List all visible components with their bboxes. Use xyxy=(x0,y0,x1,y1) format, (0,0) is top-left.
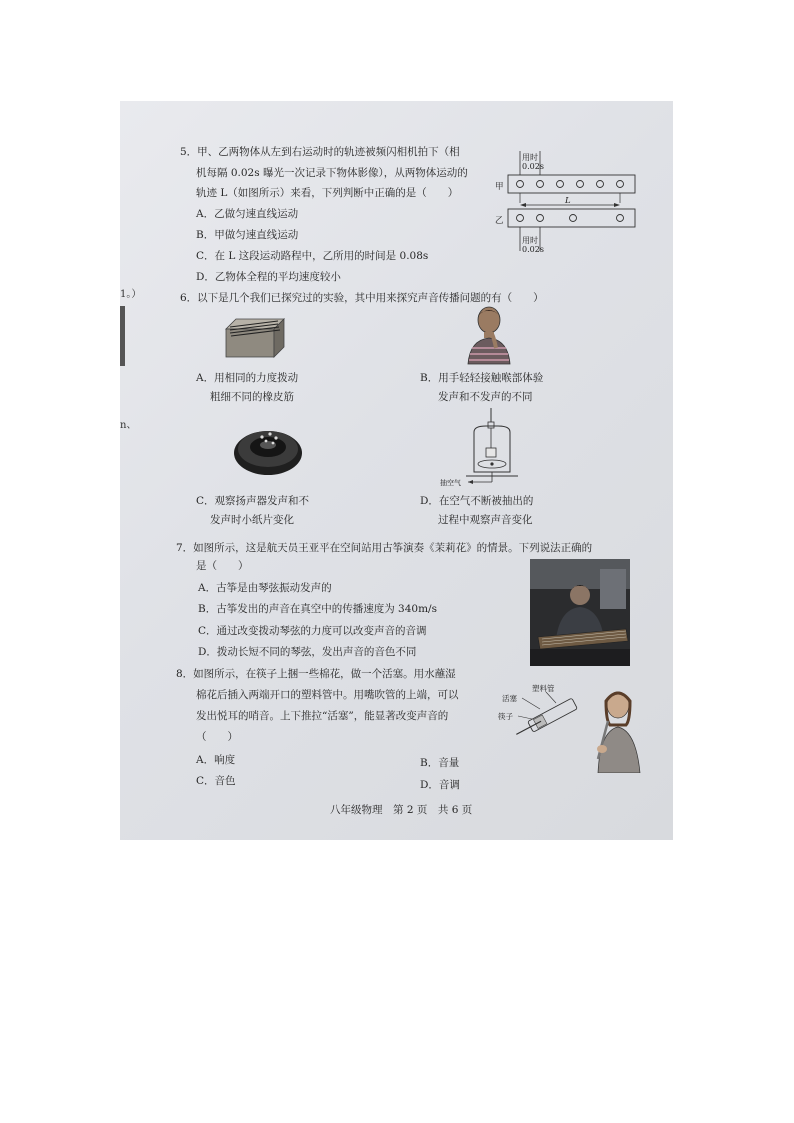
bottom-time-label-1: 用时 xyxy=(522,236,538,245)
length-label: L xyxy=(565,196,571,206)
jia-track xyxy=(508,175,635,193)
q5-stem-line1: 5．甲、乙两物体从左到右运动时的轨迹被频闪相机拍下（相 xyxy=(180,146,460,158)
q7-option-a: A．古筝是由琴弦振动发声的 xyxy=(198,582,332,594)
q8-stem-line1: 8．如图所示，在筷子上捆一些棉花，做一个活塞。用水蘸湿 xyxy=(176,668,456,680)
q6-option-c-line1: C．观察扬声器发声和不 xyxy=(196,495,310,507)
q5-stem-line2: 机每隔 0.02s 曝光一次记录下物体影像），从两物体运动的 xyxy=(196,167,468,179)
throat-touch-boy-image xyxy=(464,304,514,366)
bell-jar-vacuum-image xyxy=(438,406,528,486)
q7-stem-line1: 7．如图所示，这是航天员王亚平在空间站用古筝演奏《茉莉花》的情景。下列说法正确的 xyxy=(176,542,593,554)
q6-stem: 6．以下是几个我们已探究过的实验，其中用来探究声音传播问题的有（ ） xyxy=(180,292,544,304)
q8-option-c: C．音色 xyxy=(196,775,236,787)
strobe-photo-figure xyxy=(495,147,640,259)
q8-stem-line4: （ ） xyxy=(196,731,238,743)
top-time-label-2: 0.02s xyxy=(522,162,544,171)
q6-option-a-line2: 粗细不同的橡皮筋 xyxy=(210,391,294,403)
q7-option-c: C．通过改变拨动琴弦的力度可以改变声音的音调 xyxy=(198,625,427,637)
rubber-band-box-image xyxy=(222,313,288,363)
q6-option-d-line1: D．在空气不断被抽出的 xyxy=(420,495,534,507)
q8-stem-line2: 棉花后插入两端开口的塑料管中。用嘴吹管的上端，可以 xyxy=(196,689,459,701)
q6-option-d-line2: 过程中观察声音变化 xyxy=(438,514,533,526)
guzheng-astronaut-photo xyxy=(530,559,630,666)
piston-label: 活塞 xyxy=(502,694,517,703)
bottom-time-label-2: 0.02s xyxy=(522,245,544,254)
jia-dots xyxy=(517,181,624,188)
tube-label: 塑料管 xyxy=(532,684,555,693)
q6-option-b-line2: 发声和不发声的不同 xyxy=(438,391,533,403)
q7-option-b: B．古筝发出的声音在真空中的传播速度为 340m/s xyxy=(198,603,437,615)
q6-option-c-line2: 发声时小纸片变化 xyxy=(210,514,294,526)
q7-option-d: D．拨动长短不同的琴弦，发出声音的音色不同 xyxy=(198,646,417,658)
q8-option-d: D．音调 xyxy=(420,779,460,791)
q7-stem-line2: 是（ ） xyxy=(196,560,249,572)
q8-option-a: A．响度 xyxy=(196,754,236,766)
top-time-label-1: 用时 xyxy=(522,153,538,162)
edge-mark-1: 1。） xyxy=(120,289,142,300)
edge-dark-strip xyxy=(120,306,125,366)
q8-stem-line3: 发出悦耳的哨音。上下推拉“活塞”，能显著改变声音的 xyxy=(196,710,449,722)
q5-option-a: A．乙做匀速直线运动 xyxy=(196,208,299,220)
page-footer: 八年级物理 第 2 页 共 6 页 xyxy=(330,804,473,816)
chopstick-label: 筷子 xyxy=(498,712,513,721)
yi-track xyxy=(508,209,635,227)
straw-whistle-figure xyxy=(498,681,648,773)
pump-label: 抽空气 xyxy=(440,479,461,486)
row-yi-label: 乙 xyxy=(495,216,504,226)
edge-mark-2: n、 xyxy=(120,420,137,431)
q8-option-b: B．音量 xyxy=(420,757,460,769)
exam-page xyxy=(120,101,673,840)
q5-option-c: C．在 L 这段运动路程中，乙所用的时间是 0.08s xyxy=(196,250,429,262)
q5-option-d: D．乙物体全程的平均速度较小 xyxy=(196,271,341,283)
q5-option-b: B．甲做匀速直线运动 xyxy=(196,229,299,241)
q6-option-a-line1: A．用相同的力度拨动 xyxy=(196,372,299,384)
q5-stem-line3: 轨迹 L（如图所示）来看，下列判断中正确的是（ ） xyxy=(196,187,459,199)
q6-option-b-line1: B．用手轻轻接触喉部体验 xyxy=(420,372,544,384)
yi-dots xyxy=(517,215,624,222)
loudspeaker-image xyxy=(230,423,306,479)
row-jia-label: 甲 xyxy=(495,182,504,192)
